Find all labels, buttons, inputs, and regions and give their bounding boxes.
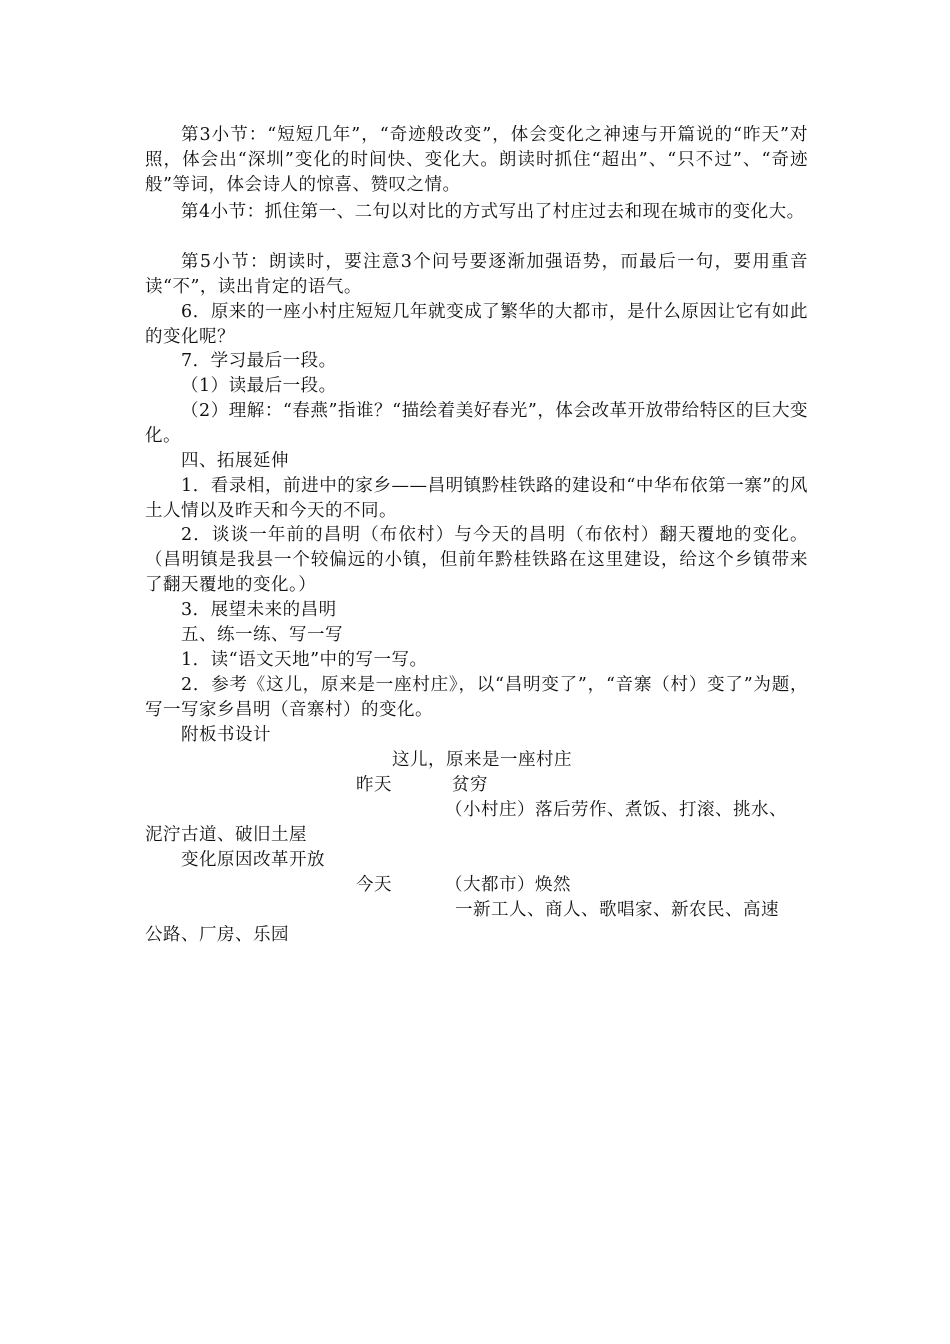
board-yesterday-label: 昨天: [356, 775, 392, 795]
board-title: 这儿，原来是一座村庄: [392, 750, 572, 770]
board-today-label: 今天: [356, 875, 392, 895]
heading-practice: 五、练一练、写一写: [181, 625, 343, 645]
paragraph-practice-2: 2．参考《这儿，原来是一座村庄》，以“昌明变了”，“音寨（村）变了”为题，写一写家乡昌明（音寨村）的变化。: [145, 675, 808, 720]
board-today-state: （大都市）焕然: [445, 875, 571, 895]
heading-extension: 四、拓展延伸: [181, 451, 289, 471]
board-reason: 变化原因改革开放: [181, 850, 325, 870]
paragraph-item-7: 7．学习最后一段。: [181, 351, 337, 371]
paragraph-extension-1: 1．看录相，前进中的家乡——昌明镇黔桂铁路的建设和“中华布依第一寨”的风土人情以及昨天和今天的不同。: [145, 476, 808, 521]
paragraph-extension-2: 2．谈谈一年前的昌明（布依村）与今天的昌明（布依村）翻天覆地的变化。（昌明镇是我县一个较偏远的小镇，但前年黔桂铁路在这里建设，给这个乡镇带来了翻天覆地的变化。）: [145, 525, 808, 595]
paragraph-extension-3: 3．展望未来的昌明: [181, 600, 337, 620]
paragraph-practice-1: 1．读“语文天地”中的写一写。: [181, 650, 428, 670]
paragraph-section-4: 第4小节：抓住第一、二句以对比的方式写出了村庄过去和现在城市的变化大。: [181, 202, 805, 222]
board-yesterday-state: 贫穷: [452, 775, 488, 795]
paragraph-section-5: 第5小节：朗读时，要注意3个问号要逐渐加强语势，而最后一句，要用重音读“不”，读出肯定的语气。: [145, 252, 808, 297]
paragraph-sub-1: （1）读最后一段。: [181, 376, 337, 396]
paragraph-item-6: 6．原来的一座小村庄短短几年就变成了繁华的大都市，是什么原因让它有如此的变化呢？: [145, 302, 808, 347]
paragraph-sub-2: （2）理解：“春燕”指谁？“描绘着美好春光”，体会改革开放带给特区的巨大变化。: [145, 401, 808, 446]
board-yesterday-detail: （小村庄）落后劳作、煮饭、打滚、挑水、: [445, 800, 787, 820]
board-today-detail-cont: 公路、厂房、乐园: [145, 925, 289, 945]
board-yesterday-detail-cont: 泥泞古道、破旧土屋: [145, 825, 307, 845]
heading-board-design: 附板书设计: [181, 725, 271, 745]
board-today-detail: 一新工人、商人、歌唱家、新农民、高速: [455, 900, 779, 920]
paragraph-section-3: 第3小节：“短短几年”，“奇迹般改变”，体会变化之神速与开篇说的“昨天”对照，体会出“深圳”变化的时间快、变化大。朗读时抓住“超出”、“只不过”、“奇迹般”等词，体会诗人的惊喜、赞叹之情。: [145, 125, 808, 195]
